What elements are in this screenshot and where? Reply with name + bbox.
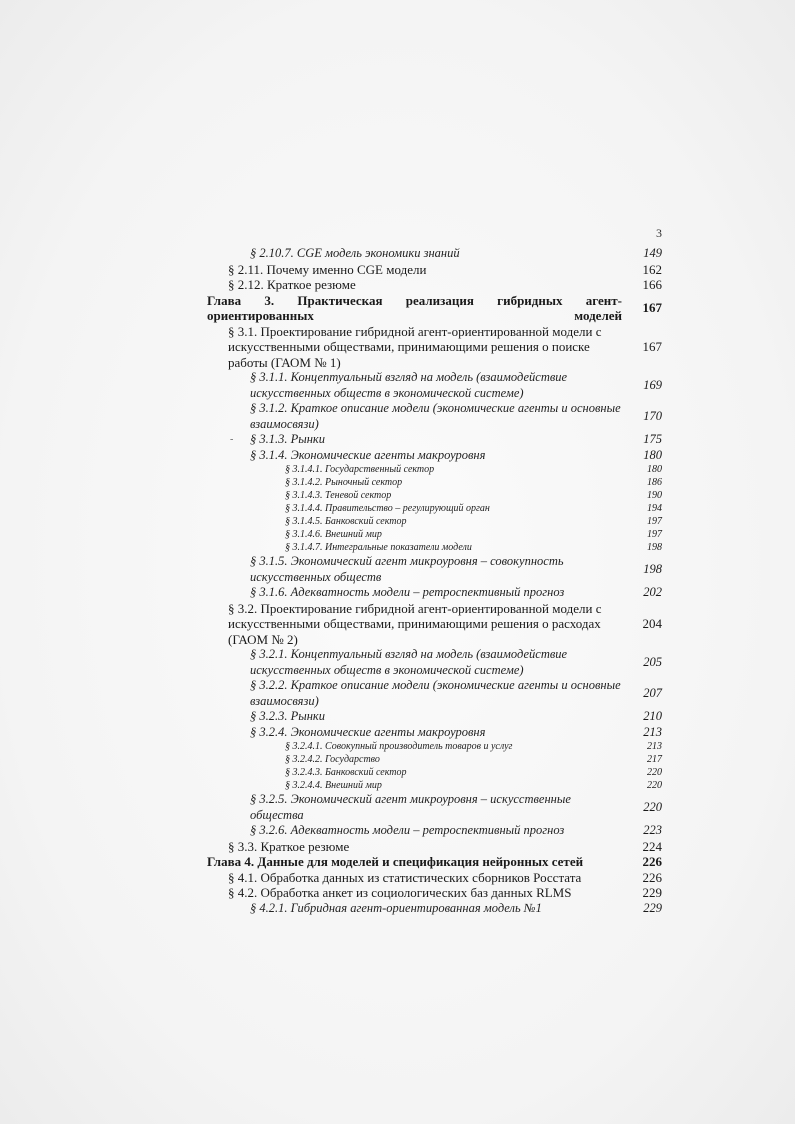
toc-entry-title: § 3.2.4.2. Государство [285, 754, 380, 765]
toc-entry [207, 753, 662, 766]
toc-entry-title: § 3.1.4.6. Внешний мир [285, 529, 382, 540]
toc-entry-title: § 3.1.2. Краткое описание модели (экономические агенты и основные взаимосвязи) [250, 401, 621, 431]
toc-entry-title: § 3.1.1. Концептуальный взгляд на модель (взаимодействие искусственных обществ в экономической системе) [250, 370, 568, 400]
toc-entry-title: § 2.10.7. CGE модель экономики знаний [250, 246, 460, 260]
toc-entry-title: § 4.2.1. Гибридная агент-ориентированная модель №1 [250, 900, 542, 915]
toc-entry-title: § 3.1.4.1. Государственный сектор [285, 464, 435, 475]
toc-entry-page: 229 [643, 900, 662, 915]
toc-entry-title: § 4.2. Обработка анкет из социологических баз данных RLMS [228, 885, 572, 900]
toc-entry-page: 190 [647, 490, 662, 501]
toc-entry-title: § 3.1.4.3. Теневой сектор [285, 490, 392, 501]
toc-entry [207, 489, 662, 502]
toc-entry-page: 204 [642, 616, 662, 631]
toc-entry-title: § 3.1.3. Рынки [250, 432, 326, 446]
toc-entry [207, 870, 662, 886]
toc-entry [207, 678, 662, 709]
toc-entry [207, 370, 662, 401]
toc-entry-title: Глава 3. Практическая реализация гибридных агент-ориентированных моделей [207, 292, 622, 323]
toc-entry [207, 823, 662, 839]
toc-entry-page: 197 [647, 516, 662, 527]
toc-entry-title: § 3.2.4.1. Совокупный производитель товаров и услуг [285, 741, 513, 752]
toc-entry-title: § 4.1. Обработка данных из статистических сборников Росстата [228, 869, 582, 885]
toc-entry-title: § 3.1.4. Экономические агенты макроуровня [250, 447, 486, 462]
toc-entry-title: § 3.1.6. Адекватность модели – ретроспективный прогноз [250, 585, 565, 599]
toc-entry [207, 401, 662, 432]
toc-entry-title: § 3.1.4.2. Рыночный сектор [285, 477, 403, 488]
toc-entry-page: 220 [647, 780, 662, 791]
toc-entry [207, 515, 662, 528]
toc-entry-page: 166 [642, 277, 662, 292]
toc-entry-page: 194 [647, 503, 662, 514]
toc-entry [207, 709, 662, 725]
toc-entry [207, 766, 662, 779]
toc-entry [207, 324, 662, 371]
toc-entry-title: § 3.1.4.7. Интегральные показатели модели [285, 542, 472, 553]
toc-entry-page: 220 [643, 799, 662, 814]
toc-entry-title: § 2.11. Почему именно CGE модели [228, 261, 427, 277]
toc-entry [207, 725, 662, 741]
toc-entry [207, 246, 662, 262]
toc-entry [207, 585, 662, 601]
toc-entry-page: 223 [643, 823, 662, 837]
toc-entry-title: § 3.1.4.5. Банковский сектор [285, 516, 407, 527]
page-number: 3 [656, 226, 662, 240]
toc-entry-title: § 3.2.1. Концептуальный взгляд на модель (взаимодействие искусственных обществ в экономической системе) [250, 647, 568, 677]
toc-entry-page: 149 [643, 246, 662, 260]
toc-entry-page: 213 [643, 724, 662, 739]
toc-entry [207, 463, 662, 476]
toc-entry [207, 293, 662, 324]
toc-entry-page: 170 [643, 408, 662, 423]
toc-entry [207, 792, 662, 823]
toc-entry-page: 220 [647, 767, 662, 778]
toc-entry [207, 262, 662, 278]
toc-entry [207, 277, 662, 293]
toc-entry [207, 779, 662, 792]
table-of-contents [207, 246, 662, 916]
toc-entry-title: § 3.2.2. Краткое описание модели (экономические агенты и основные взаимосвязи) [250, 678, 621, 708]
toc-entry [207, 448, 662, 464]
toc-entry-page: 226 [642, 869, 662, 885]
toc-entry-page: 198 [643, 561, 662, 576]
toc-entry-title: § 3.2.5. Экономический агент микроуровня – искусственные общества [250, 792, 571, 822]
toc-entry [207, 839, 662, 855]
toc-entry-title: Глава 4. Данные для моделей и спецификация нейронных сетей [207, 854, 584, 869]
toc-entry-page: 217 [647, 754, 662, 765]
toc-entry-title: § 3.1.4.4. Правительство – регулирующий орган [285, 503, 490, 514]
toc-entry-page: 207 [643, 685, 662, 700]
toc-entry [207, 554, 662, 585]
toc-entry-page: 169 [643, 377, 662, 392]
toc-entry [207, 740, 662, 753]
toc-entry [207, 541, 662, 554]
toc-entry-page: 202 [643, 585, 662, 599]
toc-entry-title: § 3.2.4. Экономические агенты макроуровня [250, 724, 486, 739]
toc-entry [207, 476, 662, 489]
toc-entry-page: 167 [642, 300, 662, 316]
toc-entry [207, 854, 662, 870]
toc-entry-page: 226 [642, 854, 662, 869]
toc-entry [207, 885, 662, 901]
toc-entry [207, 502, 662, 515]
toc-entry-title: § 3.1.5. Экономический агент микроуровня – совокупность искусственных обществ [250, 554, 564, 584]
toc-entry-page: 205 [643, 654, 662, 669]
toc-entry-title: § 3.2.4.4. Внешний мир [285, 780, 382, 791]
toc-entry-page: 198 [647, 542, 662, 553]
toc-entry [207, 601, 662, 648]
toc-entry [207, 528, 662, 541]
toc-entry-page: 180 [643, 447, 662, 462]
toc-entry-title: § 3.2. Проектирование гибридной агент-ориентированной модели с искусственными обществами, принимающими решения о расходах (ГАОМ № 2) [228, 600, 602, 647]
toc-entry [207, 647, 662, 678]
toc-entry-page: 180 [647, 464, 662, 475]
toc-entry-page: 175 [643, 432, 662, 446]
toc-entry-page: 197 [647, 529, 662, 540]
toc-entry-title: § 3.2.4.3. Банковский сектор [285, 767, 407, 778]
toc-entry-page: 162 [642, 261, 662, 277]
toc-entry-page: 224 [642, 838, 662, 854]
toc-entry-page: 210 [643, 709, 662, 723]
toc-entry-page: 229 [642, 885, 662, 900]
toc-entry [207, 901, 662, 917]
margin-mark: - [230, 434, 234, 445]
toc-entry-page: 186 [647, 477, 662, 488]
toc-entry-page: 167 [642, 339, 662, 354]
toc-entry-title: § 3.3. Краткое резюме [228, 838, 350, 854]
toc-entry-title: § 2.12. Краткое резюме [228, 277, 356, 292]
toc-entry-title: § 3.1. Проектирование гибридной агент-ориентированной модели с искусственными обществами, принимающими решения о поиске работы (ГАОМ № 1) [228, 323, 602, 370]
toc-entry-title: § 3.2.6. Адекватность модели – ретроспективный прогноз [250, 823, 565, 837]
toc-entry-title: § 3.2.3. Рынки [250, 709, 326, 723]
toc-entry-page: 213 [647, 741, 662, 752]
toc-entry [207, 432, 662, 448]
